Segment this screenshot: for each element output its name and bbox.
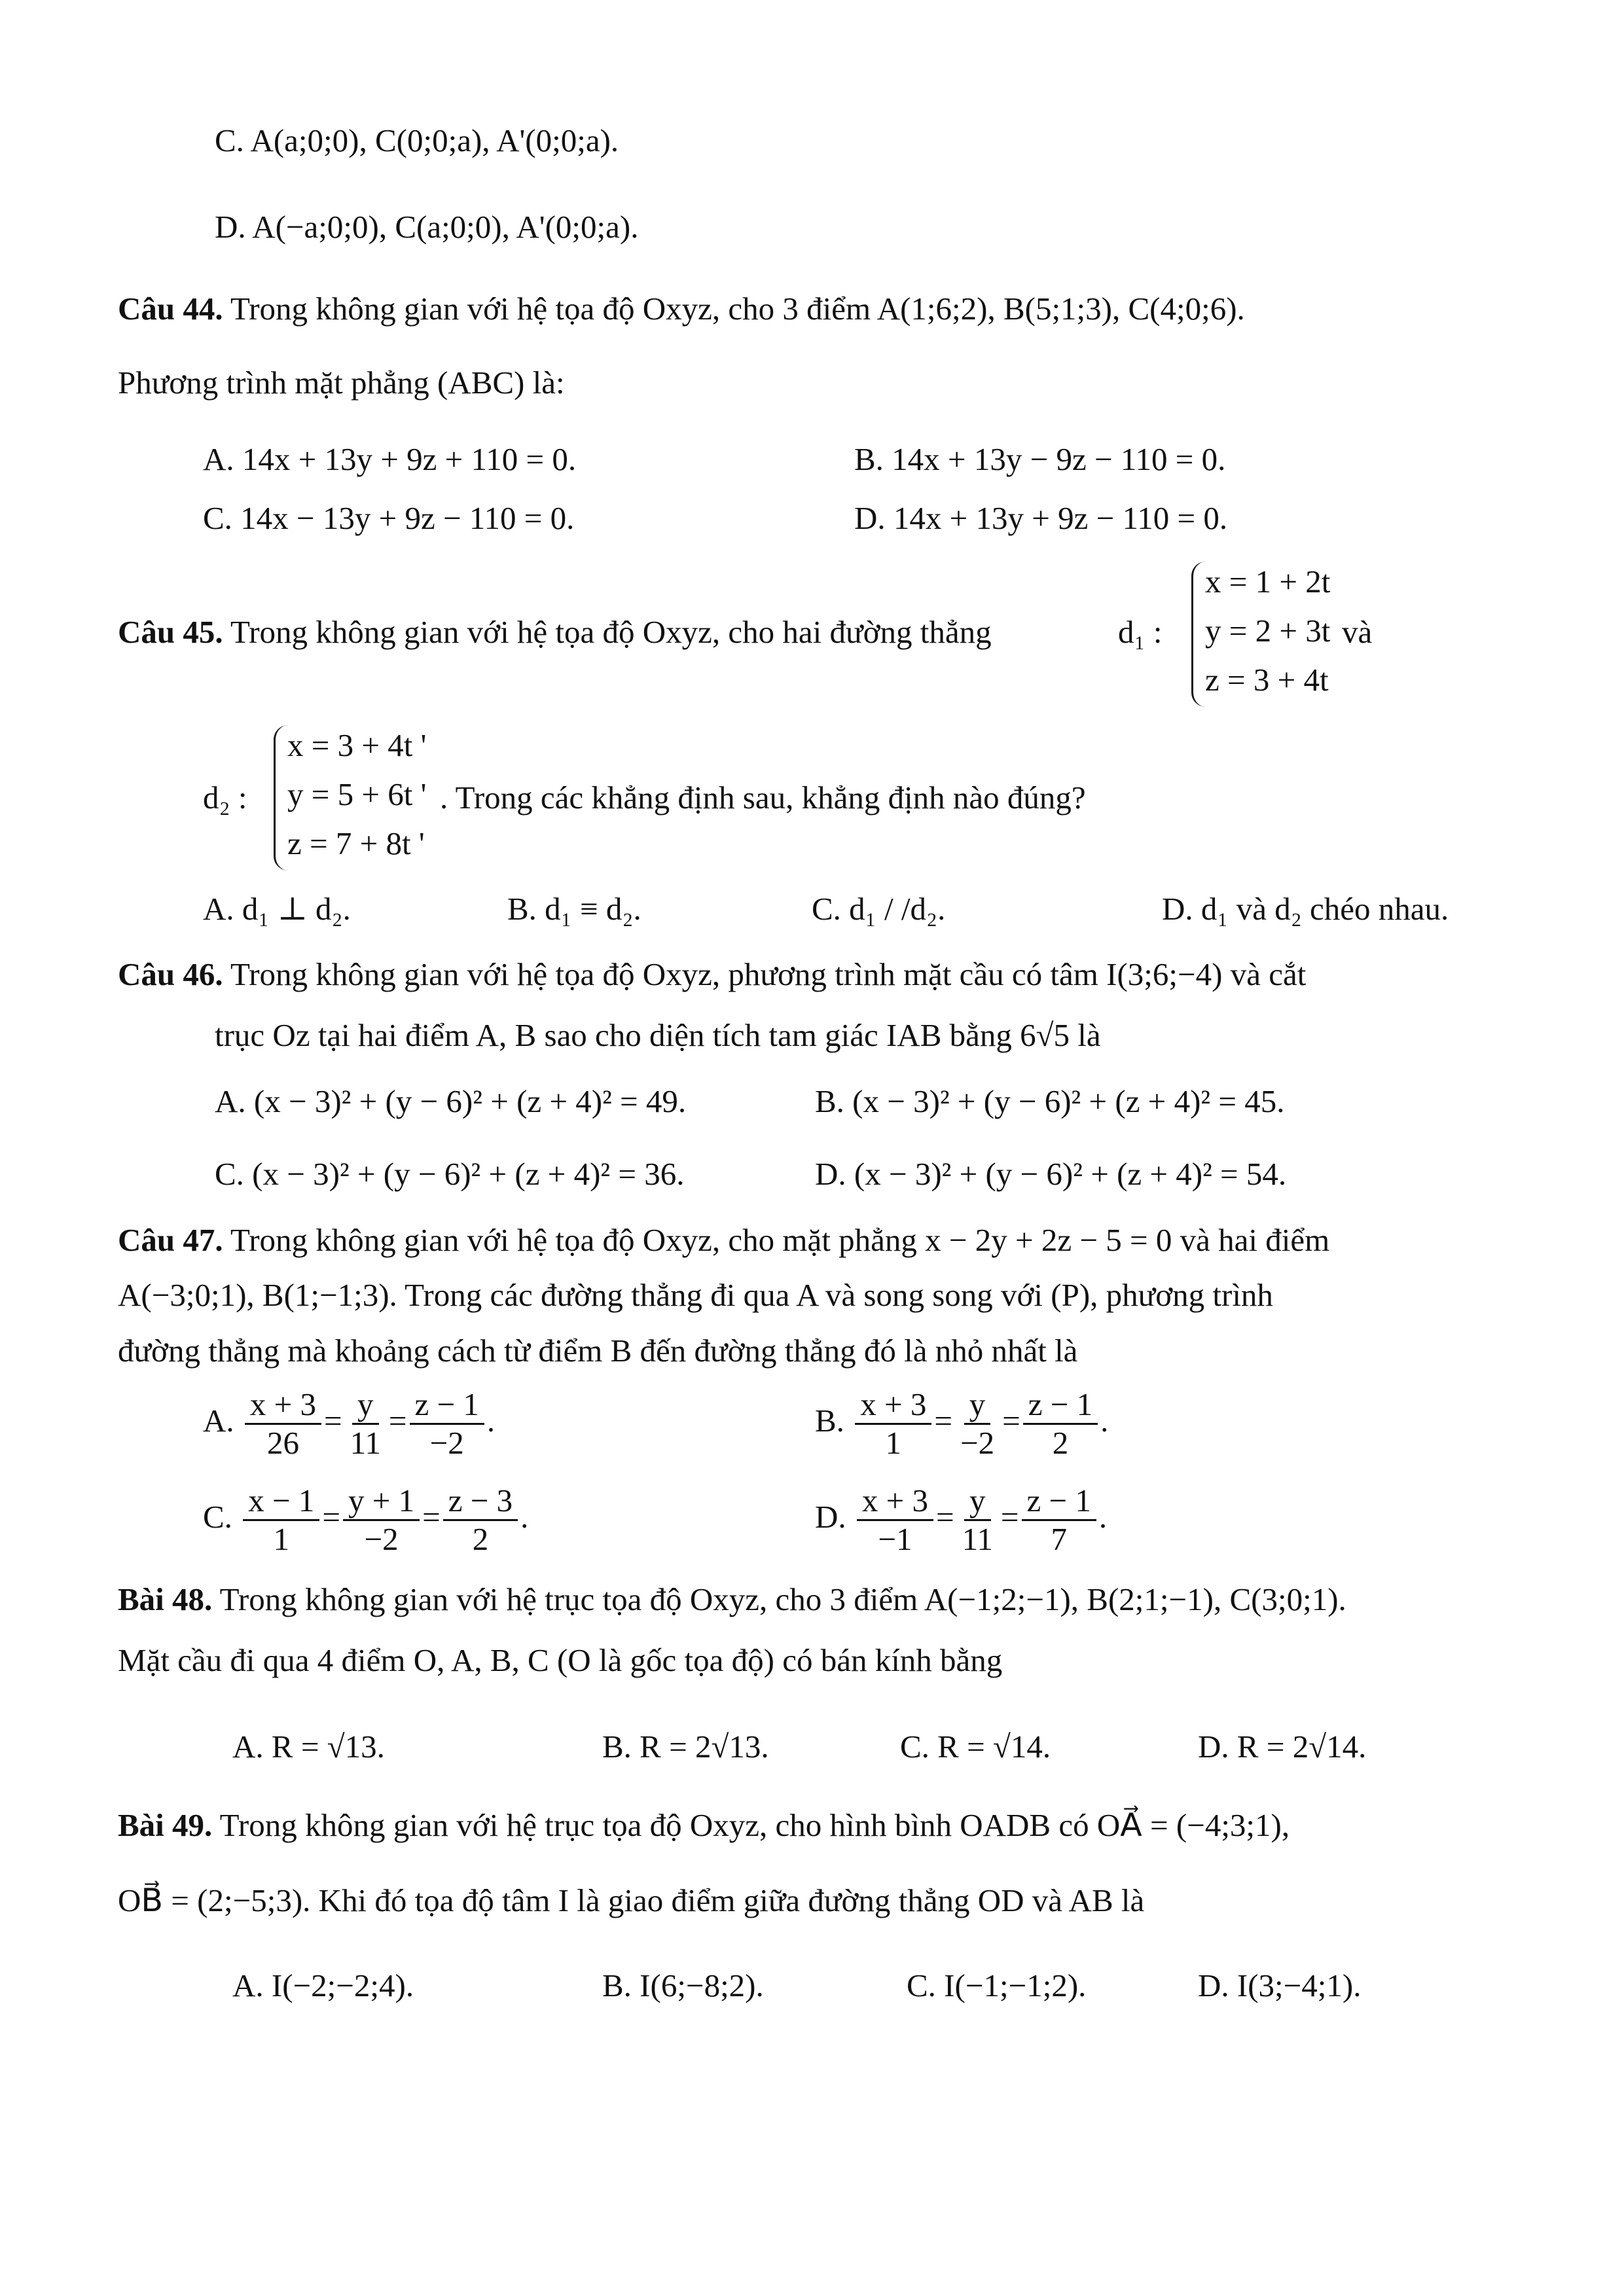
q46-option-d[interactable]: D. (x − 3)² + (y − 6)² + (z + 4)² = 54.: [815, 1156, 1287, 1192]
q48-option-d[interactable]: D. R = 2√14.: [1198, 1729, 1367, 1765]
q46-label: Câu 46.: [118, 956, 223, 992]
q45-d2-row-y: y = 5 + 6t ': [287, 776, 427, 812]
q44-stem-line1: [118, 290, 1245, 329]
q47-option-d-label: D.: [815, 1499, 846, 1535]
fraction: $\frac{z - 1}{-2}$: [410, 1386, 484, 1462]
q45-d2-row-x: x = 3 + 4t ': [287, 727, 427, 763]
q46-stem-line2: trục Oz tại hai điểm A, B sao cho diện tích tam giác IAB bằng 6√5 là: [215, 1017, 1101, 1053]
fraction: $\frac{y}{-2}$: [960, 1386, 995, 1462]
fraction: $\frac{x + 3}{26}$: [245, 1386, 321, 1462]
q48-stem-line2: Mặt cầu đi qua 4 điểm O, A, B, C (O là gốc tọa độ) có bán kính bằng: [118, 1642, 1003, 1678]
q49-stem-line2: OB⃗ = (2;−5;3). Khi đó tọa độ tâm I là giao điểm giữa đường thẳng OD và AB là: [118, 1882, 1145, 1918]
fraction: $\frac{x + 3}{-1}$: [857, 1482, 933, 1558]
q45-option-c[interactable]: C. d₁ / /d₂.: [812, 891, 946, 927]
q46-option-c[interactable]: C. (x − 3)² + (y − 6)² + (z + 4)² = 36.: [215, 1156, 685, 1192]
q47-text1: Trong không gian với hệ tọa độ Oxyz, cho mặt phẳng x − 2y + 2z − 5 = 0 và hai điểm: [230, 1222, 1330, 1258]
q48-option-b[interactable]: B. R = 2√13.: [602, 1729, 769, 1765]
q45-d2-row-z: z = 7 + 8t ': [287, 825, 425, 861]
q45-option-b[interactable]: B. d₁ ≡ d₂.: [507, 891, 641, 927]
q45-and: và: [1342, 614, 1373, 650]
q45-text1: Trong không gian với hệ tọa độ Oxyz, cho hai đường thẳng: [230, 614, 992, 650]
q48-option-c[interactable]: C. R = √14.: [900, 1729, 1051, 1765]
q45-stem-line2: . Trong các khẳng định sau, khẳng định nào đúng?: [440, 780, 1086, 816]
fraction: $\frac{x - 1}{1}$: [243, 1482, 319, 1558]
q43-option-d[interactable]: D. A(−a;0;0), C(a;0;0), A'(0;0;a).: [215, 209, 639, 245]
q49-text1: Trong không gian với hệ trục tọa độ Oxyz, cho hình bình OADB có OA⃗ = (−4;3;1),: [219, 1807, 1290, 1843]
q44-stem-line2: Phương trình mặt phẳng (ABC) là:: [118, 365, 565, 401]
q44-text1: Trong không gian với hệ tọa độ Oxyz, cho 3 điểm A(1;6;2), B(5;1;3), C(4;0;6).: [230, 291, 1245, 327]
fraction: $\frac{z - 3}{2}$: [443, 1482, 518, 1558]
q46-option-a[interactable]: A. (x − 3)² + (y − 6)² + (z + 4)² = 49.: [215, 1083, 687, 1119]
q44-option-d[interactable]: D. 14x + 13y + 9z − 110 = 0.: [854, 500, 1228, 536]
q48-stem-line1: [118, 1581, 1346, 1619]
q45-d1-name: d₁ :: [1118, 614, 1163, 650]
q47-option-a[interactable]: A. $\frac{x + 3}{26}$ = $\frac{y}{11}$ = $\frac{z - 1}{-2}$ .: [203, 1386, 496, 1462]
fraction: $\frac{z - 1}{2}$: [1023, 1386, 1098, 1462]
q49-stem-line1: [118, 1806, 1290, 1845]
q44-option-b[interactable]: B. 14x + 13y − 9z − 110 = 0.: [854, 441, 1226, 477]
q43-option-c[interactable]: C. A(a;0;0), C(0;0;a), A'(0;0;a).: [215, 122, 619, 158]
q47-stem-line2: A(−3;0;1), B(1;−1;3). Trong các đường thẳng đi qua A và song song với (P), phương trình: [118, 1277, 1273, 1313]
q47-option-c-label: C.: [203, 1499, 232, 1535]
q44-option-a[interactable]: A. 14x + 13y + 9z + 110 = 0.: [203, 441, 577, 477]
q45-d1-row-z: z = 3 + 4t: [1205, 662, 1329, 698]
q47-option-c[interactable]: C. $\frac{x - 1}{1}$ = $\frac{y + 1}{-2}$ = $\frac{z - 3}{2}$ .: [203, 1482, 529, 1558]
fraction: $\frac{y}{11}$: [962, 1482, 993, 1558]
fraction: $\frac{y + 1}{-2}$: [343, 1482, 420, 1558]
q45-label: Câu 45.: [118, 614, 223, 650]
q47-option-a-label: A.: [203, 1403, 234, 1439]
q48-option-a[interactable]: A. R = √13.: [232, 1729, 385, 1765]
q44-label: Câu 44.: [118, 291, 223, 327]
q47-option-b[interactable]: B. $\frac{x + 3}{1}$ = $\frac{y}{-2}$ = $\frac{z - 1}{2}$ .: [815, 1386, 1109, 1462]
q47-option-b-label: B.: [815, 1403, 844, 1439]
q46-text1: Trong không gian với hệ tọa độ Oxyz, phương trình mặt cầu có tâm I(3;6;−4) và cắt: [230, 956, 1307, 992]
q45-d2-name: d₂ :: [203, 780, 247, 816]
fraction: $\frac{x + 3}{1}$: [855, 1386, 931, 1462]
q45-d1-row-x: x = 1 + 2t: [1205, 564, 1331, 600]
q47-stem-line3: đường thẳng mà khoảng cách từ điểm B đến đường thẳng đó là nhỏ nhất là: [118, 1333, 1078, 1369]
q49-option-a[interactable]: A. I(−2;−2;4).: [232, 1967, 414, 2003]
q49-option-d[interactable]: D. I(3;−4;1).: [1198, 1967, 1362, 2003]
fraction: $\frac{z - 1}{7}$: [1022, 1482, 1096, 1558]
q48-label: Bài 48.: [118, 1581, 213, 1617]
q45-option-d[interactable]: D. d₁ và d₂ chéo nhau.: [1162, 891, 1449, 927]
q48-text1: Trong không gian với hệ trục tọa độ Oxyz, cho 3 điểm A(−1;2;−1), B(2;1;−1), C(3;0;1).: [219, 1581, 1346, 1617]
q47-stem-line1: [118, 1221, 1329, 1260]
q45-stem-line1: [118, 613, 992, 652]
q49-label: Bài 49.: [118, 1807, 213, 1843]
q44-option-c[interactable]: C. 14x − 13y + 9z − 110 = 0.: [203, 500, 575, 536]
q45-d1-row-y: y = 2 + 3t: [1205, 613, 1331, 649]
q47-option-d[interactable]: D. $\frac{x + 3}{-1}$ = $\frac{y}{11}$ = $\frac{z - 1}{7}$ .: [815, 1482, 1108, 1558]
q49-option-b[interactable]: B. I(6;−8;2).: [602, 1967, 764, 2003]
q45-option-a[interactable]: A. d₁ ⊥ d₂.: [203, 891, 351, 927]
q46-option-b[interactable]: B. (x − 3)² + (y − 6)² + (z + 4)² = 45.: [815, 1083, 1285, 1119]
q49-option-c[interactable]: C. I(−1;−1;2).: [907, 1967, 1087, 2003]
q47-label: Câu 47.: [118, 1222, 223, 1258]
fraction: $\frac{y}{11}$: [350, 1386, 381, 1462]
q46-stem-line1: [118, 956, 1306, 994]
